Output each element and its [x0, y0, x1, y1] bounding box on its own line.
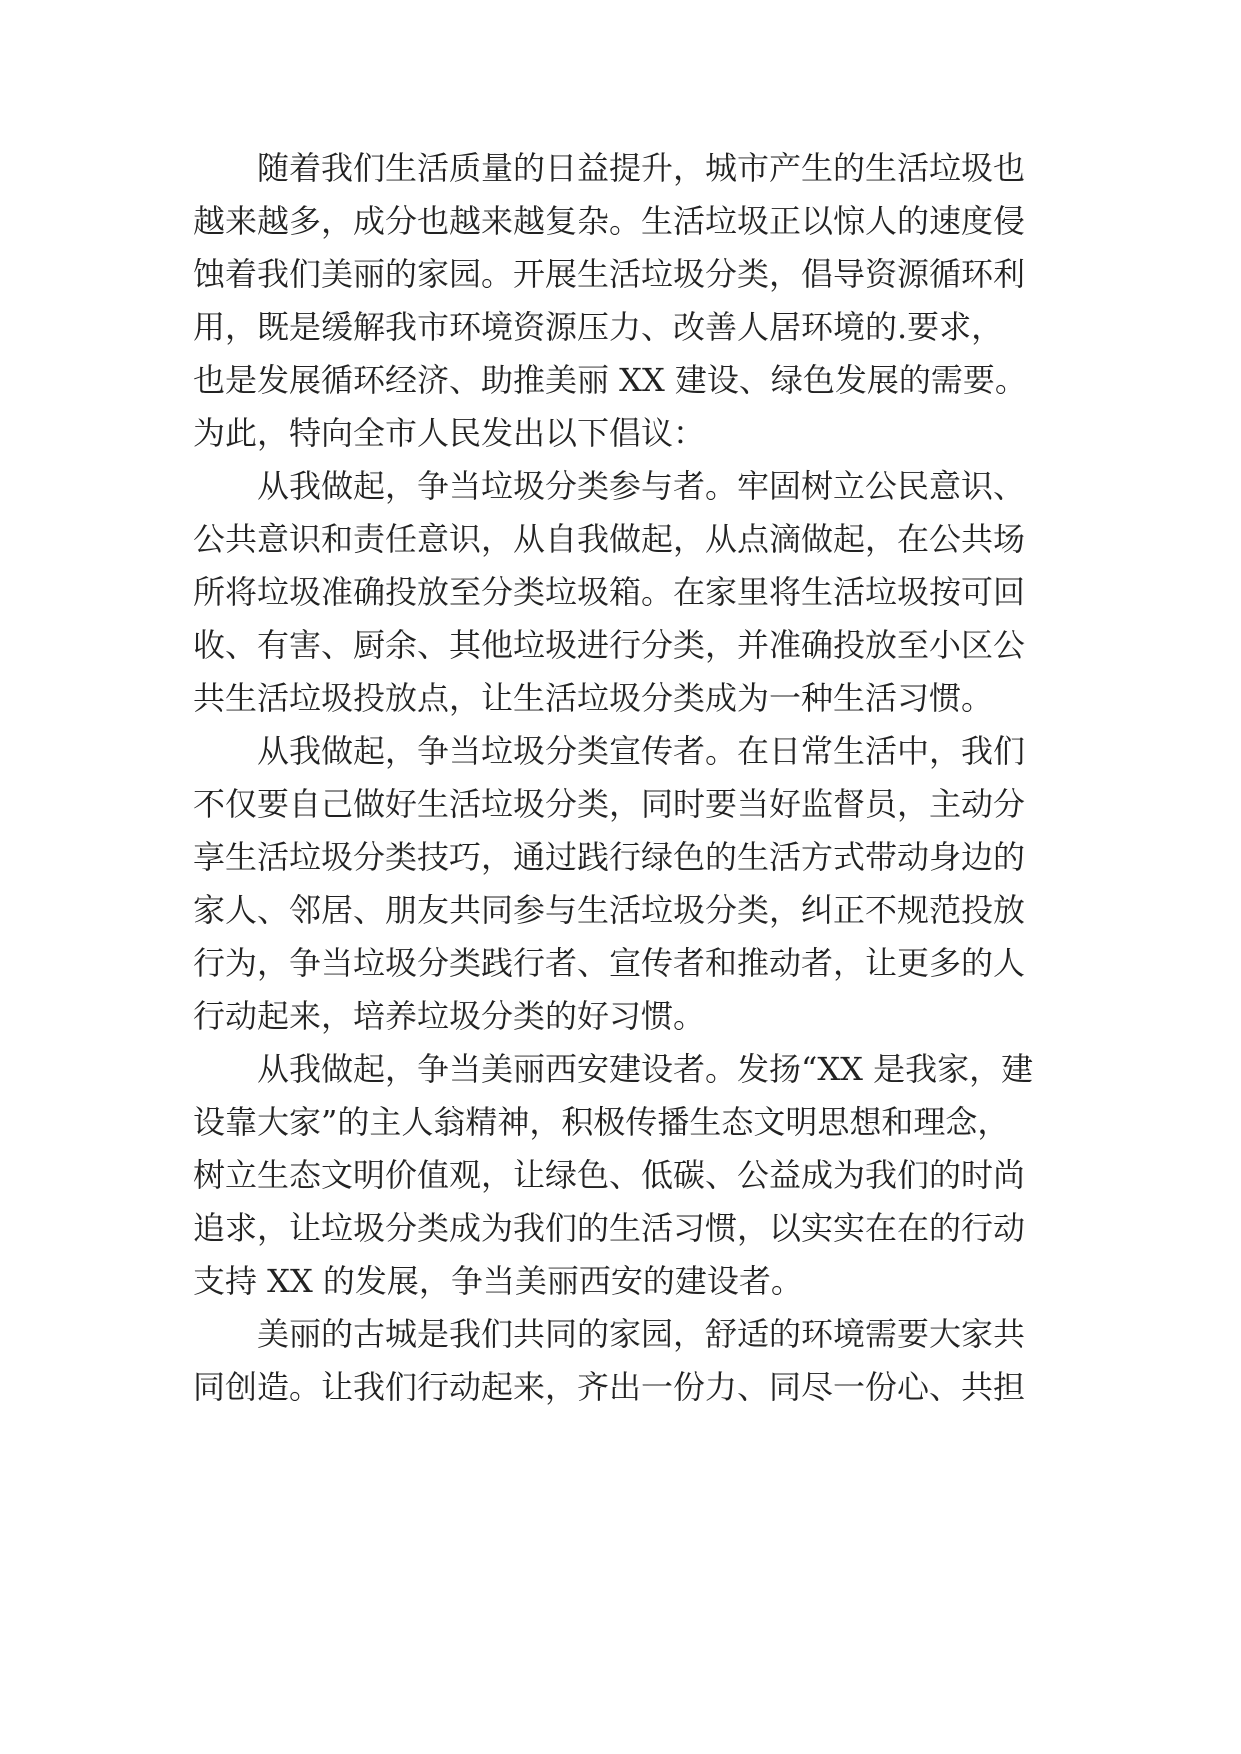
paragraph-line: 从我做起，争当美丽西安建设者。发扬“XX 是我家，建 — [257, 1050, 1034, 1088]
paragraph-line: 树立生态文明价值观，让绿色、低碳、公益成为我们的时尚 — [193, 1156, 1026, 1194]
paragraph-line: 公共意识和责任意识，从自我做起，从点滴做起，在公共场 — [193, 520, 1026, 558]
paragraph-line: 收、有害、厨余、其他垃圾进行分类，并准确投放至小区公 — [193, 626, 1026, 664]
paragraph-line: 行为，争当垃圾分类践行者、宣传者和推动者，让更多的人 — [193, 944, 1026, 982]
paragraph-line: 从我做起，争当垃圾分类宣传者。在日常生活中，我们 — [257, 732, 1026, 770]
paragraph-line: 设靠大家”的主人翁精神，积极传播生态文明思想和理念， — [193, 1103, 1010, 1141]
paragraph-line: 同创造。让我们行动起来，齐出一份力、同尽一份心、共担 — [193, 1368, 1026, 1406]
paragraph-line: 用，既是缓解我市环境资源压力、改善人居环境的.要求， — [193, 308, 1004, 346]
paragraph-line: 不仅要自己做好生活垃圾分类，同时要当好监督员，主动分 — [193, 785, 1026, 823]
paragraph-line: 也是发展循环经济、助推美丽 XX 建设、绿色发展的需要。 — [193, 361, 1027, 399]
paragraph-line: 从我做起，争当垃圾分类参与者。牢固树立公民意识、 — [257, 467, 1026, 505]
paragraph-line: 行动起来，培养垃圾分类的好习惯。 — [193, 997, 706, 1035]
paragraph-line: 共生活垃圾投放点，让生活垃圾分类成为一种生活习惯。 — [193, 679, 994, 717]
paragraph-line: 随着我们生活质量的日益提升，城市产生的生活垃圾也 — [257, 149, 1026, 187]
paragraph-line: 享生活垃圾分类技巧，通过践行绿色的生活方式带动身边的 — [193, 838, 1026, 876]
paragraph-line: 追求，让垃圾分类成为我们的生活习惯，以实实在在的行动 — [193, 1209, 1026, 1247]
paragraph-line: 支持 XX 的发展，争当美丽西安的建设者。 — [193, 1262, 803, 1300]
paragraph-line: 越来越多，成分也越来越复杂。生活垃圾正以惊人的速度侵 — [193, 202, 1026, 240]
paragraph-line: 为此，特向全市人民发出以下倡议： — [193, 414, 706, 452]
paragraph-line: 蚀着我们美丽的家园。开展生活垃圾分类，倡导资源循环利 — [193, 255, 1026, 293]
paragraph-line: 美丽的古城是我们共同的家园，舒适的环境需要大家共 — [257, 1315, 1026, 1353]
paragraph-line: 所将垃圾准确投放至分类垃圾箱。在家里将生活垃圾按可回 — [193, 573, 1026, 611]
paragraph-line: 家人、邻居、朋友共同参与生活垃圾分类，纠正不规范投放 — [193, 891, 1026, 929]
